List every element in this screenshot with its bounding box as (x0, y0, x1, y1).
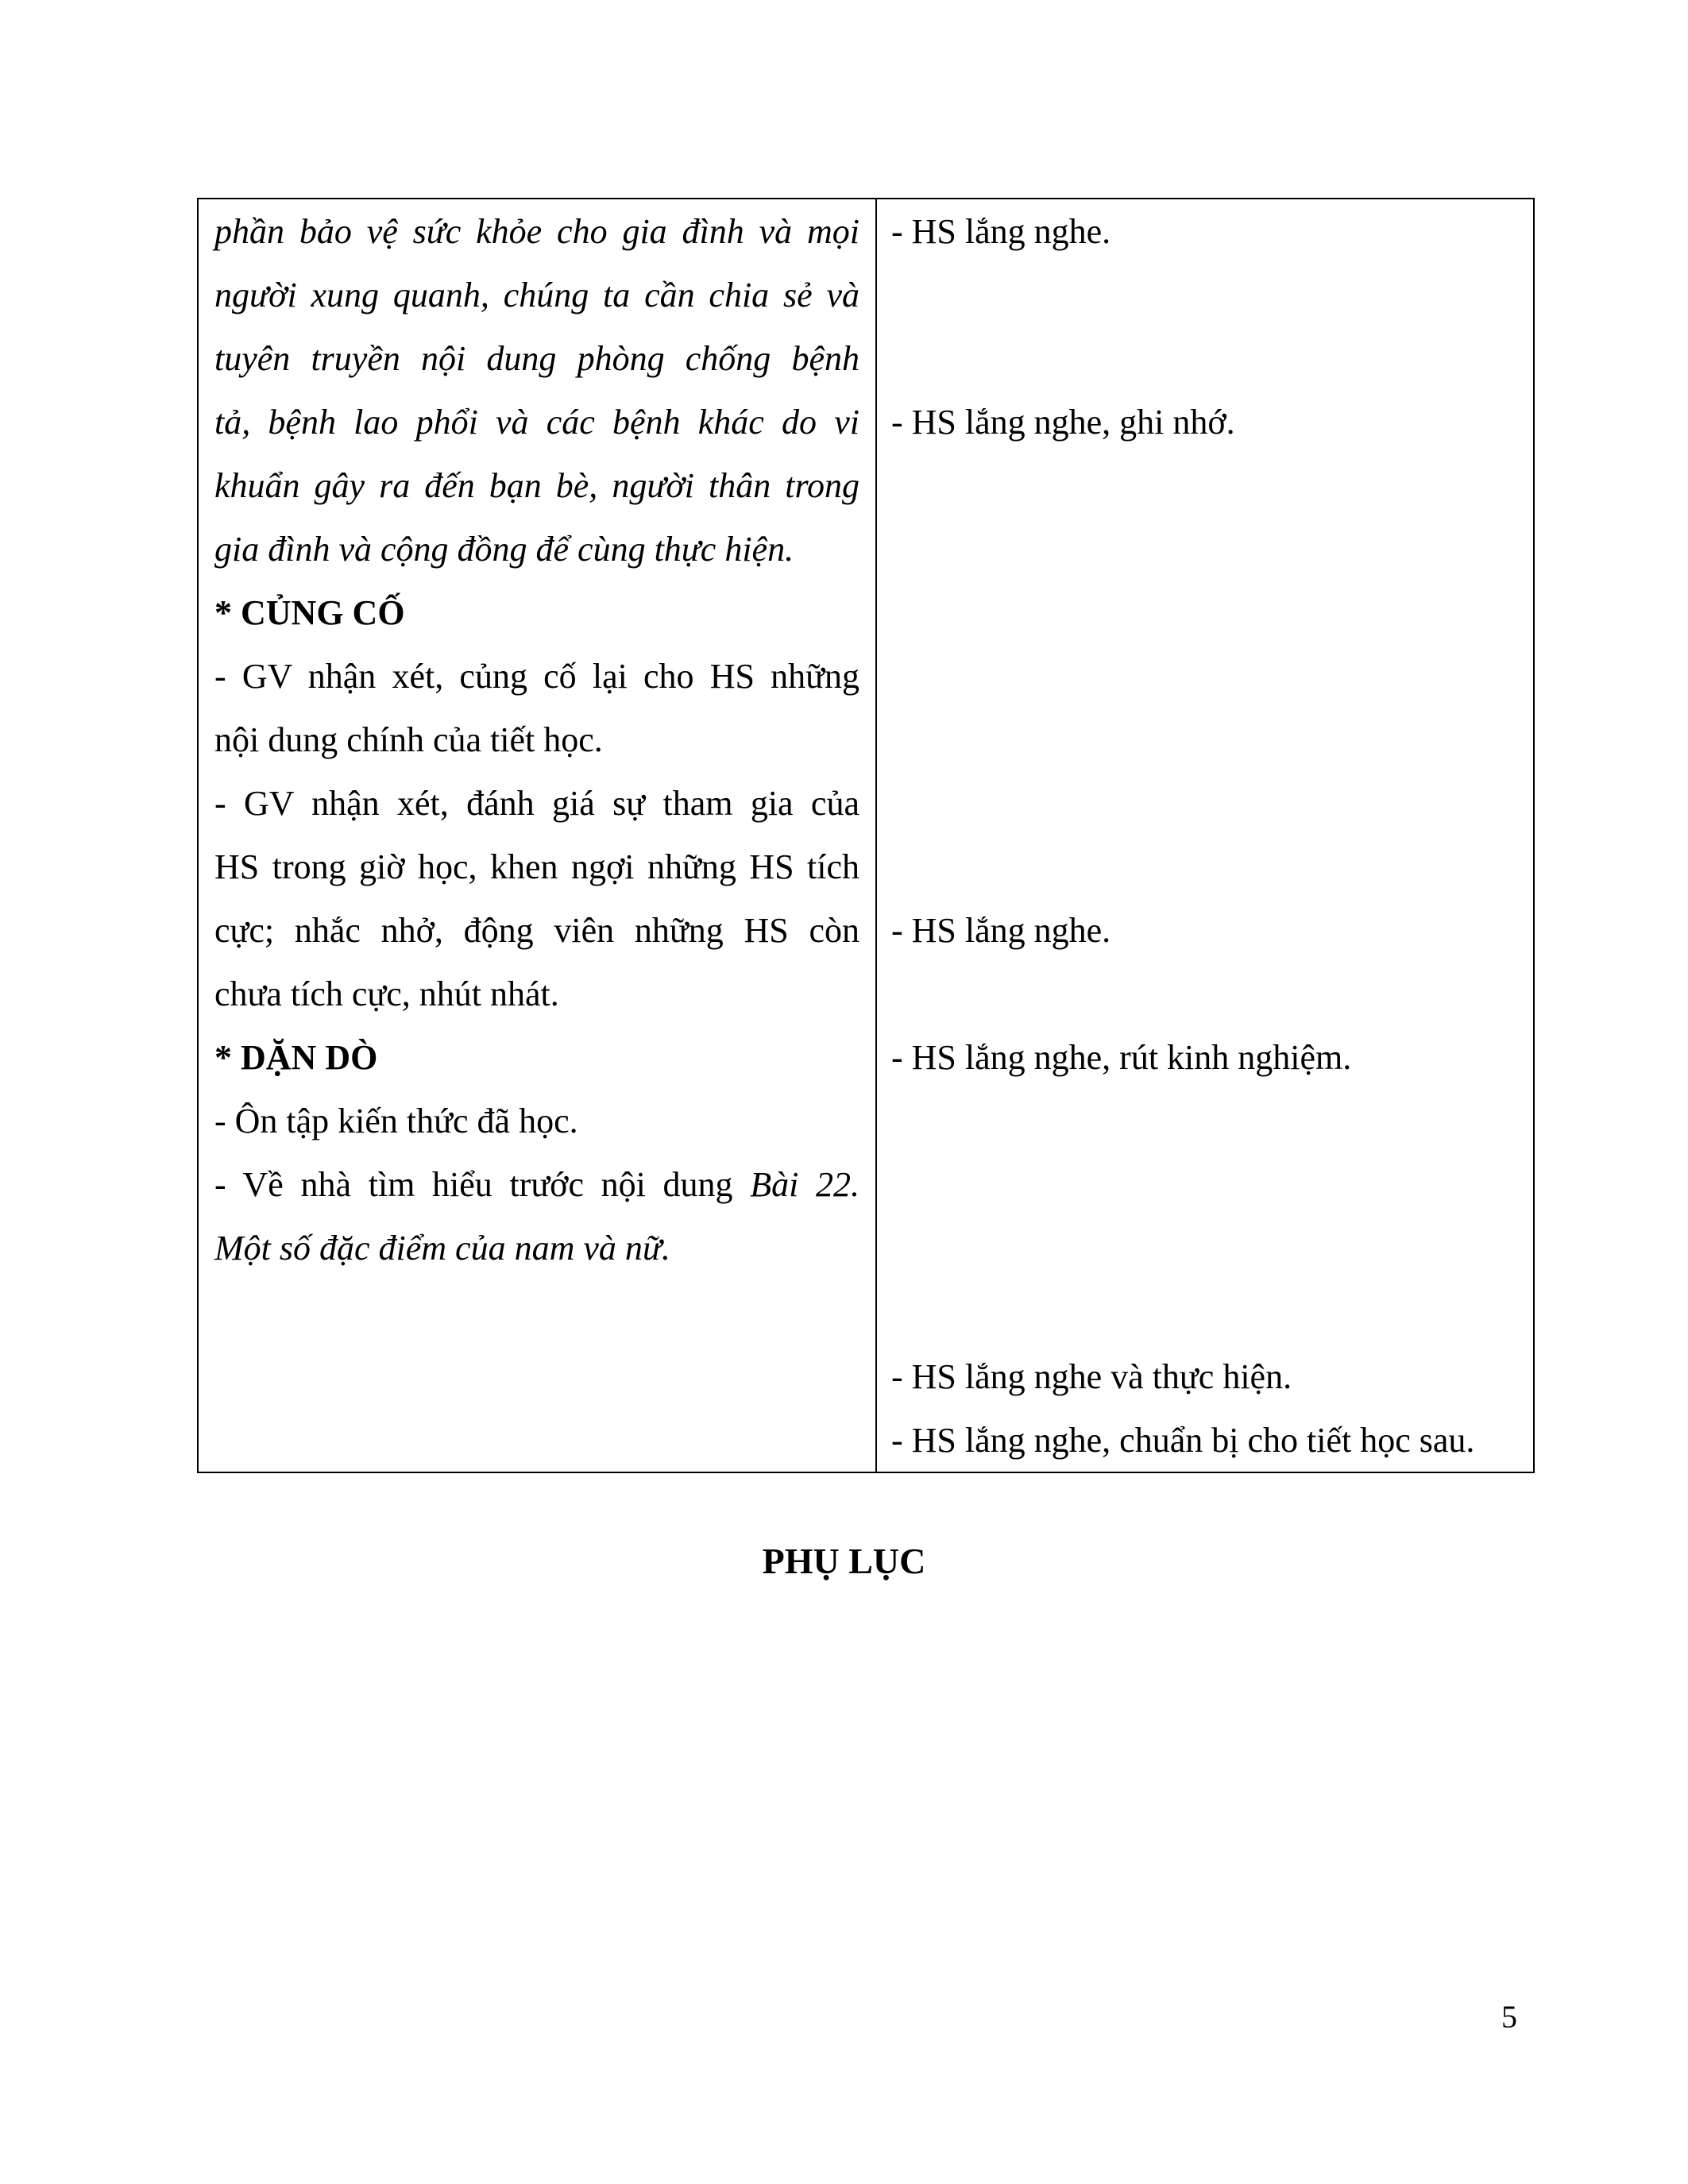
teacher-text-line: tả, bệnh lao phổi và các bệnh khác do vi (214, 403, 859, 442)
teacher-text-line: nội dung chính của tiết học. (214, 720, 603, 759)
teacher-text-line: - GV nhận xét, đánh giá sự tham gia của (214, 784, 859, 823)
homework-text: - Về nhà tìm hiểu trước nội dung (214, 1165, 733, 1204)
teacher-text-line: - GV nhận xét, củng cố lại cho HS những (214, 657, 859, 696)
teacher-text-line: gia đình và cộng đồng để cùng thực hiện. (214, 530, 794, 569)
teacher-text-line: - Ôn tập kiến thức đã học. (214, 1102, 578, 1140)
student-response: - HS lắng nghe, chuẩn bị cho tiết học sau. (891, 1421, 1475, 1460)
page-number: 5 (1501, 1999, 1517, 2035)
teacher-text-line (214, 1153, 859, 1217)
cung-co-heading: * CỦNG CỐ (214, 593, 405, 632)
student-response: - HS lắng nghe và thực hiện. (891, 1357, 1292, 1396)
student-response: - HS lắng nghe, ghi nhớ. (891, 403, 1235, 442)
teacher-text-line: HS trong giờ học, khen ngợi những HS tích (214, 847, 859, 886)
teacher-text-line: chưa tích cực, nhút nhát. (214, 974, 559, 1013)
student-response: - HS lắng nghe. (891, 911, 1111, 950)
teacher-text-line: khuẩn gây ra đến bạn bè, người thân trong (214, 466, 859, 505)
teacher-text-line: người xung quanh, chúng ta cần chia sẻ và (214, 276, 859, 314)
column-divider (875, 199, 877, 1472)
lesson-reference-title: Một số đặc điểm của nam và nữ. (214, 1229, 670, 1268)
dan-do-heading: * DẶN DÒ (214, 1038, 378, 1077)
teacher-text-line: cực; nhắc nhở, động viên những HS còn (214, 911, 859, 950)
teacher-text-line: tuyên truyền nội dung phòng chống bệnh (214, 339, 859, 378)
student-response: - HS lắng nghe. (891, 212, 1111, 251)
appendix-title: PHỤ LỤC (762, 1541, 926, 1581)
lesson-reference: Bài 22. (750, 1165, 859, 1204)
student-response: - HS lắng nghe, rút kinh nghiệm. (891, 1038, 1352, 1077)
teacher-text-line: phần bảo vệ sức khỏe cho gia đình và mọi (214, 212, 859, 251)
lesson-activity-table (197, 198, 1535, 1473)
